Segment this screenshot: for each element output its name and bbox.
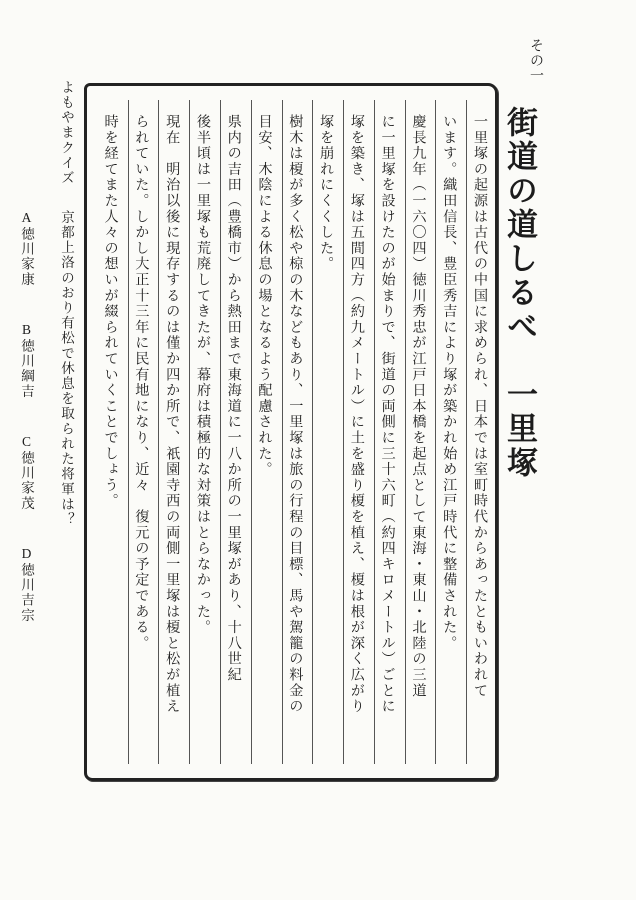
body-column-1: 一里塚の起源は古代の中国に求められ、日本では室町時代からあったともいわれて xyxy=(466,100,497,764)
body-column-12: られていた。しかし大正十三年に民有地になり、近々 復元の予定である。 xyxy=(128,100,159,764)
choice-text: 徳川吉宗 xyxy=(18,562,34,624)
quiz-choice-a xyxy=(18,210,34,287)
body-column-6: 塚を崩れにくくした。 xyxy=(312,100,343,764)
body-column-13: 時を経てまた人々の想いが綴られていくことでしょう。 xyxy=(102,114,119,509)
quiz-choice-d xyxy=(18,546,34,623)
body-column-7: 樹木は榎が多く松や椋の木などもあり、一里塚は旅の行程の目標、馬や駕籠の料金の xyxy=(282,100,313,764)
choice-key: A xyxy=(19,210,34,227)
page-title: 街道の道しるべ 一里塚 xyxy=(501,106,537,480)
choice-key: D xyxy=(19,546,34,563)
body-column-8: 目安、木陰による休息の場となるよう配慮された。 xyxy=(251,100,282,764)
quiz-section xyxy=(14,80,84,640)
choice-key: C xyxy=(19,434,34,451)
body-column-11: 現在 明治以後に現存するのは僅か四か所で、祇園寺西の両側一里塚は榎と松が植え xyxy=(158,100,189,764)
body-column-4: に一里塚を設けたのが始まりで、街道の両側に三十六町（約四キロメートル）ごとに xyxy=(374,100,405,764)
quiz-heading: よもやまクイズ xyxy=(58,80,74,186)
quiz-choices xyxy=(14,210,54,680)
series-label: その一 xyxy=(528,38,544,83)
body-column-5: 塚を築き、塚は五間四方（約九メートル）に土を盛り榎を植え、榎は根が深く広がり xyxy=(343,100,374,764)
quiz-question: 京都上洛のおり有松で休息を取られた将軍は？ xyxy=(58,210,74,528)
article-frame xyxy=(84,83,498,781)
body-column-2: います。織田信長、豊臣秀吉により塚が築かれ始め江戸時代に整備された。 xyxy=(435,100,466,764)
choice-key: B xyxy=(19,322,34,339)
choice-text: 徳川家康 xyxy=(18,226,34,288)
choice-text: 徳川家茂 xyxy=(18,450,34,512)
quiz-choice-c xyxy=(18,434,34,511)
page-header xyxy=(500,28,560,480)
choice-text: 徳川綱吉 xyxy=(18,338,34,400)
body-column-10: 後半頃は一里塚も荒廃してきたが、幕府は積極的な対策はとらなかった。 xyxy=(189,100,220,764)
body-column-9: 県内の吉田（豊橋市）から熱田まで東海道に一八か所の一里塚があり、十八世紀 xyxy=(220,100,251,764)
body-column-3: 慶長九年（一六〇四）徳川秀忠が江戸日本橋を起点として東海・東山・北陸の三道 xyxy=(405,100,436,764)
quiz-choice-b xyxy=(18,322,34,399)
article-body xyxy=(97,100,497,764)
